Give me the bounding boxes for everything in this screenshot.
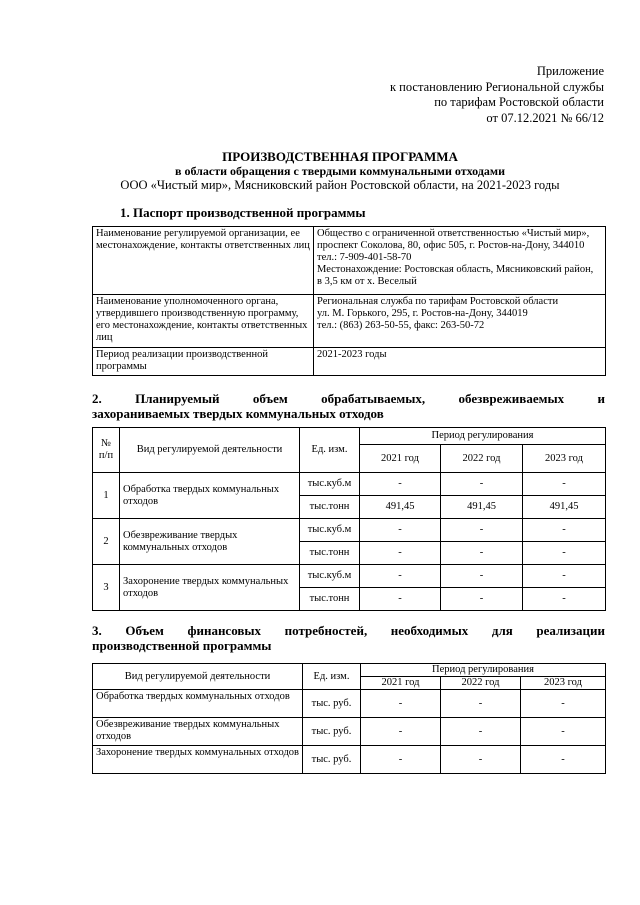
- value-line: тел.: (863) 263-50-55, факс: 263-50-72: [317, 320, 485, 331]
- passport-label: Наименование уполномоченного органа, утвердившего производственную программу, его местонахождение, контакты ответственных лиц: [93, 295, 314, 348]
- passport-value: [314, 295, 606, 348]
- row-activity: Захоронение твердых коммунальных отходов: [120, 565, 300, 611]
- col-year-header: 2023 год: [523, 445, 606, 473]
- row-unit: тыс. руб.: [303, 690, 361, 718]
- section3-heading-line1: 3. Объем финансовых потребностей, необходимых для реализации: [92, 623, 605, 638]
- col-unit-header: Ед. изм.: [303, 664, 361, 690]
- col-activity-header: Вид регулируемой деятельности: [120, 428, 300, 473]
- row-value: -: [361, 690, 441, 718]
- row-unit: тыс.тонн: [300, 496, 360, 519]
- row-value: -: [523, 588, 606, 611]
- row-activity: Обработка твердых коммунальных отходов: [120, 473, 300, 519]
- annex-line: Приложение: [536, 64, 604, 78]
- value-line: 2021-2023 годы: [317, 349, 387, 360]
- row-value: -: [441, 542, 523, 565]
- document-title: [60, 149, 620, 193]
- row-unit: тыс.куб.м: [300, 565, 360, 588]
- col-period-header: Период регулирования: [361, 664, 606, 677]
- col-year-header: 2022 год: [441, 677, 521, 690]
- col-period-header: Период регулирования: [360, 428, 606, 445]
- passport-label: Период реализации производственной программы: [93, 348, 314, 376]
- row-unit: тыс. руб.: [303, 746, 361, 774]
- row-value: -: [361, 746, 441, 774]
- value-line: проспект Соколова, 80, офис 505, г. Ростов-на-Дону, 344010: [317, 240, 585, 251]
- row-value: -: [521, 746, 606, 774]
- table-row: [93, 227, 606, 295]
- table-row: [93, 565, 606, 588]
- row-unit: тыс.куб.м: [300, 473, 360, 496]
- row-value: 491,45: [441, 496, 523, 519]
- passport-value: [314, 348, 606, 376]
- section1-heading: 1. Паспорт производственной программы: [120, 205, 366, 220]
- col-year-header: 2021 год: [360, 445, 441, 473]
- table-row: [93, 348, 606, 376]
- row-unit: тыс. руб.: [303, 718, 361, 746]
- row-number: 3: [93, 565, 120, 611]
- row-value: -: [441, 718, 521, 746]
- title-subtitle: в области обращения с твердыми коммунальными отходами: [174, 164, 505, 178]
- row-value: -: [523, 542, 606, 565]
- section2-heading-line2: захораниваемых твердых коммунальных отходов: [92, 406, 384, 421]
- value-line: в 3,5 км от х. Веселый: [317, 276, 417, 287]
- row-activity: Обработка твердых коммунальных отходов: [93, 690, 303, 718]
- row-value: -: [360, 473, 441, 496]
- col-year-header: 2021 год: [361, 677, 441, 690]
- section3-heading-line2: производственной программы: [92, 638, 272, 653]
- value-line: Общество с ограниченной ответственностью «Чистый мир»,: [317, 228, 590, 239]
- row-value: -: [361, 718, 441, 746]
- row-activity: Обезвреживание твердых коммунальных отходов: [120, 519, 300, 565]
- volume-table: [92, 427, 606, 611]
- table-row: [93, 519, 606, 542]
- title-main: ПРОИЗВОДСТВЕННАЯ ПРОГРАММА: [222, 149, 458, 164]
- row-value: -: [523, 565, 606, 588]
- row-value: -: [441, 690, 521, 718]
- row-activity: Захоронение твердых коммунальных отходов: [93, 746, 303, 774]
- annex-line: по тарифам Ростовской области: [434, 95, 604, 109]
- value-line: Местонахождение: Ростовская область, Мясниковский район,: [317, 264, 594, 275]
- row-unit: тыс.куб.м: [300, 519, 360, 542]
- table-row: [93, 746, 606, 774]
- row-number: 2: [93, 519, 120, 565]
- annex-line: к постановлению Региональной службы: [389, 79, 604, 94]
- section2-heading-line1: 2. Планируемый объем обрабатываемых, обезвреживаемых и: [92, 391, 605, 406]
- value-line: тел.: 7-909-401-58-70: [317, 252, 412, 263]
- annex-line: от 07.12.2021 № 66/12: [486, 110, 604, 125]
- row-value: -: [521, 718, 606, 746]
- table-row: [93, 473, 606, 496]
- row-value: -: [441, 746, 521, 774]
- row-value: -: [441, 588, 523, 611]
- row-value: -: [441, 473, 523, 496]
- col-year-header: 2023 год: [521, 677, 606, 690]
- row-unit: тыс.тонн: [300, 542, 360, 565]
- row-value: -: [523, 473, 606, 496]
- title-organization: ООО «Чистый мир», Мясниковский район Ростовской области, на 2021-2023 годы: [120, 178, 560, 192]
- value-line: Региональная служба по тарифам Ростовской области: [317, 296, 559, 307]
- passport-label: Наименование регулируемой организации, ее местонахождение, контакты ответственных лиц: [93, 227, 314, 295]
- row-activity: Обезвреживание твердых коммунальных отходов: [93, 718, 303, 746]
- financial-table: [92, 663, 606, 774]
- row-value: -: [441, 519, 523, 542]
- row-value: -: [360, 588, 441, 611]
- row-value: -: [441, 565, 523, 588]
- row-value: -: [360, 542, 441, 565]
- table-row: [93, 295, 606, 348]
- table-row: [93, 718, 606, 746]
- row-value: -: [521, 690, 606, 718]
- table-header-row: [93, 428, 606, 445]
- value-line: ул. М. Горького, 295, г. Ростов-на-Дону, 344019: [317, 308, 528, 319]
- row-number: 1: [93, 473, 120, 519]
- passport-value: [314, 227, 606, 295]
- col-unit-header: Ед. изм.: [300, 428, 360, 473]
- col-num-header: № п/п: [93, 428, 120, 473]
- annex-header: [390, 64, 604, 126]
- row-value: 491,45: [360, 496, 441, 519]
- row-value: -: [360, 565, 441, 588]
- table-row: [93, 690, 606, 718]
- table-header-row: [93, 664, 606, 677]
- row-value: -: [360, 519, 441, 542]
- row-value: -: [523, 519, 606, 542]
- col-year-header: 2022 год: [441, 445, 523, 473]
- row-value: 491,45: [523, 496, 606, 519]
- passport-table: [92, 226, 606, 376]
- col-activity-header: Вид регулируемой деятельности: [93, 664, 303, 690]
- row-unit: тыс.тонн: [300, 588, 360, 611]
